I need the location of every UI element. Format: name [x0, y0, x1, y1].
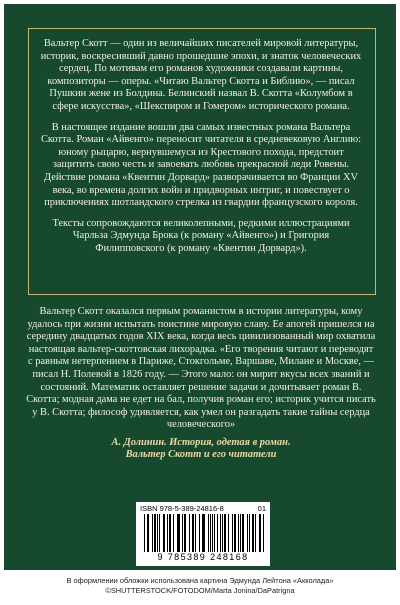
credits-line: В оформлении обложки использована картина Эдмунда Лейтона «Акколада»	[66, 576, 334, 585]
barcode-bar	[235, 514, 236, 552]
barcode-bar	[232, 514, 233, 552]
blurb-paragraph: Тексты сопровождаются великолепными, редкими иллюстрациями Чарльза Эдмунда Брока (к роману «Айвенго») и Григория Филипповского (к роману «Квентин Дорвард»).	[52, 217, 350, 254]
isbn-line	[140, 504, 266, 513]
attribution-line: Вальтер Скотт и его читатели	[125, 449, 277, 461]
barcode-bar	[217, 514, 218, 552]
barcode-bar	[247, 514, 248, 552]
barcode-bar	[199, 514, 200, 552]
barcode-bar	[148, 514, 149, 552]
blurb-paragraph: В настоящее издание вошли два самых известных романа Вальтера Скотта. Роман «Айвенго» переносит читателя в средневековую Англию: юному рыцарю, вернувшемуся из Крестового похода, предстоит защитить свою честь и завоевать любовь прекрасной леди Ровены. Действие романа «Квентин Дорвард» разворачивается во Франции XV века, во времена долгих войн и придворных интриг, и повествует о приключениях шотландского стрелка из гвардии французского короля.	[40, 121, 362, 209]
barcode-bar	[157, 514, 158, 552]
barcode-bar	[164, 514, 165, 552]
barcode-bar	[263, 514, 264, 552]
barcode-bar	[260, 514, 261, 552]
barcode-bar	[255, 514, 256, 552]
barcode-bar	[185, 514, 186, 552]
barcode-bars	[144, 514, 264, 552]
barcode-bar	[228, 514, 229, 552]
attribution-line: А. Долинин. История, одетая в роман.	[111, 436, 291, 448]
barcode-bar	[167, 514, 168, 552]
back-cover	[4, 4, 396, 570]
barcode-bar	[249, 514, 250, 552]
quote-text: Вальтер Скотт оказался первым романистом в истории литературы, кому удалось при жизни испытать поистине мировую славу. Ее апогей пришелся на середину двадцатых годов XIX века, когда весь цивилизованный мир охватила настоящая вальтер-скоттовская лихорадка. «Его творения читают и переводят с равным нетерпением в Париже, Стокгольме, Варшаве, Милане и Москве, — писал Н. Полевой в 1826 году. — Этого мало: он мирит вкусы всех званий и состояний. Математик оставляет решение задачи и дочитывает роман В. Скотта; модная дама не едет на бал, получив роман его; историк учится писать у В. Скотта; философ удивляется, как умел он разгадать такие тайны сердца человеческого»	[26, 306, 376, 431]
barcode-bar	[225, 514, 226, 552]
quote-attribution	[26, 437, 376, 462]
barcode-bar	[222, 514, 223, 552]
barcode-bar	[212, 514, 213, 552]
cover-credits	[0, 576, 400, 596]
barcode-bar	[170, 514, 171, 552]
blurb	[38, 38, 364, 264]
blurb-paragraph: Вальтер Скотт — один из величайших писателей мировой литературы, историк, воскресивший давно прошедшие эпохи, и знаток человеческих сердец. По мотивам его романов художники создавали картины, композиторы — оперы. «Читаю Вальтер Скотта и Библию», — писал Пушкин жене из Болдина. Белинский назвал В. Скотта «Колумбом в сфере искусства», «Шекспиром и Гомером» исторического романа.	[40, 38, 362, 112]
barcode-bar	[243, 514, 244, 552]
ean-digits: 9 785389 248168	[157, 552, 249, 562]
barcode-bar	[144, 514, 145, 552]
barcode-bar	[253, 514, 254, 552]
isbn-text: ISBN 978-5-389-24816-8	[140, 504, 224, 513]
barcode-bar	[179, 514, 180, 552]
barcode-bar	[208, 514, 209, 552]
barcode-panel	[136, 502, 270, 566]
barcode-bar	[182, 514, 183, 552]
barcode-bar	[173, 514, 174, 552]
barcode-bar	[189, 514, 190, 552]
barcode-bar	[193, 514, 194, 552]
barcode-bar	[238, 514, 239, 552]
barcode-bar	[214, 514, 215, 552]
isbn-addon: 01	[257, 504, 266, 513]
critic-quote	[26, 306, 376, 462]
barcode-bar	[204, 514, 205, 552]
barcode-bar	[159, 514, 160, 552]
credits-line: ©SHUTTERSTOCK/FOTODOM/Marta Jonina/DaPatrigna	[105, 586, 295, 595]
barcode-bar	[152, 514, 153, 552]
barcode-bar	[195, 514, 196, 552]
